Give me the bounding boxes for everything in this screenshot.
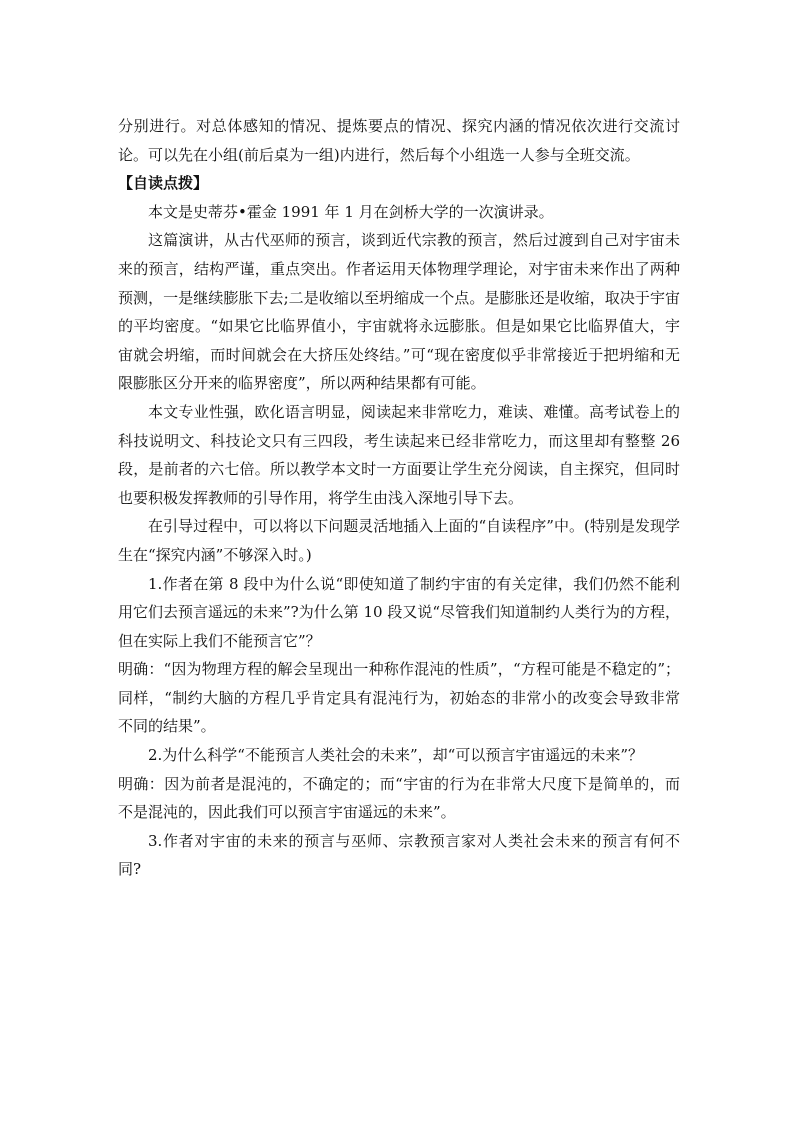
answer-1: 明确：“因为物理方程的解会呈现出一种称作混沌的性质”，“方程可能是不稳定的”；同样，“制约大脑的方程几乎肯定具有混沌行为，初始态的非常小的改变会导致非常不同的结果”。	[118, 660, 680, 736]
paragraph-continuation: 分别进行。对总体感知的情况、提炼要点的情况、探究内涵的情况依次进行交流讨论。可以先在小组(前后桌为一组)内进行，然后每个小组选一人参与全班交流。	[118, 117, 680, 164]
paragraph-intro: 本文是史蒂芬•霍金 1991 年 1 月在剑桥大学的一次演讲录。	[148, 202, 554, 221]
paragraph-structure: 这篇演讲，从古代巫师的预言，谈到近代宗教的预言，然后过渡到自己对宇宙未来的预言，结构严谨，重点突出。作者运用天体物理学理论，对宇宙未来作出了两种预测，一是继续膨胀下去;二是收缩以至坍缩成一个点。是膨胀还是收缩，取决于宇宙的平均密度。“如果它比临界值小，宇宙就将永远膨胀。但是如果它比临界值大，宇宙就会坍缩，而时间就会在大挤压处终结。”可“现在密度似乎非常接近于把坍缩和无限膨胀区分开来的临界密度”，所以两种结果都有可能。	[118, 231, 680, 393]
answer-2: 明确：因为前者是混沌的，不确定的；而“宇宙的行为在非常大尺度下是简单的，而不是混沌的，因此我们可以预言宇宙遥远的未来”。	[118, 774, 680, 822]
paragraph-difficulty: 本文专业性强，欧化语言明显，阅读起来非常吃力，难读、难懂。高考试卷上的科技说明文、科技论文只有三四段，考生读起来已经非常吃力，而这里却有整整 26 段，是前者的六七倍。所以教学本文时一方面要让学生充分阅读，自主探究，但同时也要积极发挥教师的引导作用，将学生由浅入深地引导下去。	[118, 402, 680, 507]
document-page	[118, 112, 680, 884]
question-3: 3.作者对宇宙的未来的预言与巫师、宗教预言家对人类社会未来的预言有何不同?	[118, 831, 680, 879]
question-2: 2.为什么科学“不能预言人类社会的未来”，却“可以预言宇宙遥远的未来”？	[148, 746, 643, 765]
section-heading: 【自读点拨】	[118, 174, 209, 193]
paragraph-guidance: 在引导过程中，可以将以下问题灵活地插入上面的“自读程序”中。(特别是发现学生在“探究内涵”不够深入时。)	[118, 517, 680, 564]
question-1: 1.作者在第 8 段中为什么说“即使知道了制约宇宙的有关定律，我们仍然不能利用它们去预言遥远的未来”?为什么第 10 段又说“尽管我们知道制约人类行为的方程，但在实际上我们不能预言它”？	[118, 574, 681, 650]
